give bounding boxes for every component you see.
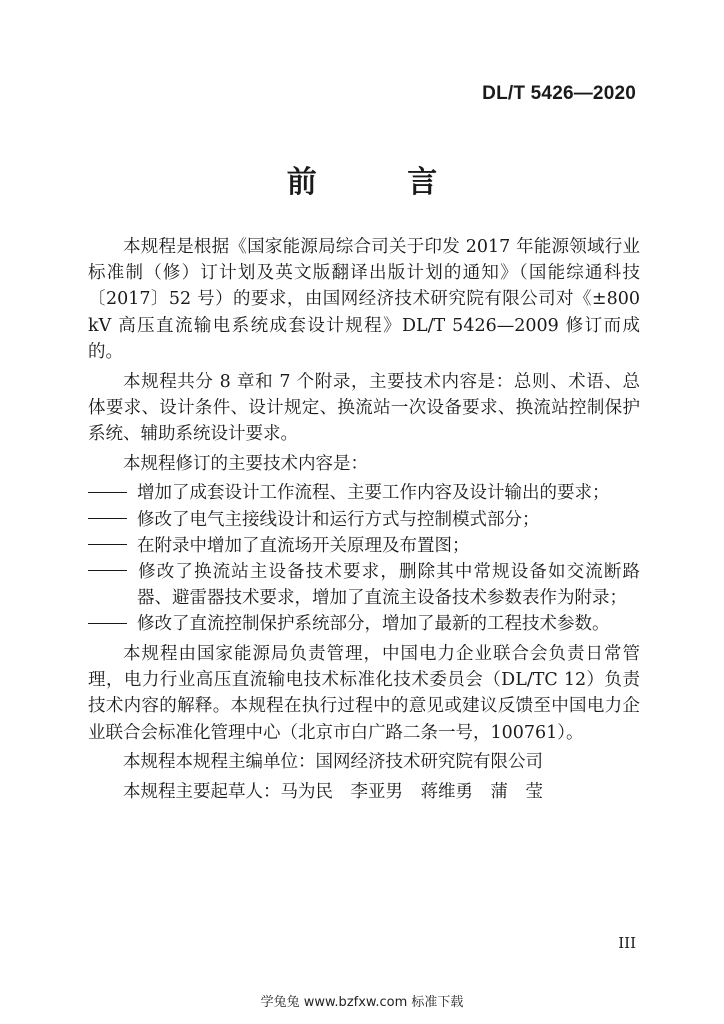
revision-item (88, 507, 640, 533)
standard-code: DL/T 5426—2020 (482, 83, 636, 104)
page-title: 前 言 (286, 165, 478, 200)
paragraph-basis: 本规程是根据《国家能源局综合司关于印发 2017 年能源领域行业标准制（修）订计划及英文版翻译出版计划的通知》（国能综通科技〔2017〕52 号）的要求，由国网经济技术研究院有限公司对《±800 kV 高压直流输电系统成套设计规程》DL/T 5426—2009 修订而成的。 (88, 237, 640, 362)
revision-text: 修改了电气主接线设计和运行方式与控制模式部分； (137, 509, 540, 530)
em-dash-mark (88, 544, 127, 545)
watermark-footer: 学兔兔 www.bzfxw.com 标准下载 (260, 995, 464, 1010)
paragraph-revisions-intro: 本规程修订的主要技术内容是： (123, 453, 368, 474)
revision-text: 增加了成套设计工作流程、主要工作内容及设计输出的要求； (137, 483, 610, 504)
em-dash-mark (88, 518, 127, 519)
revision-item (88, 611, 640, 637)
revision-list (88, 480, 640, 637)
chief-editing-unit: 本规程本规程主编单位：国网经济技术研究院有限公司 (123, 752, 543, 773)
page-number: III (618, 934, 636, 952)
paragraph-management: 本规程由国家能源局负责管理，中国电力企业联合会负责日常管理，电力行业高压直流输电技术标准化技术委员会（DL/TC 12）负责技术内容的解释。本规程在执行过程中的意见或建议反馈至中国电力企业联合会标准化管理中心（北京市白广路二条一号，100761）。 (88, 644, 640, 743)
main-drafters: 本规程主要起草人：马为民 李亚男 蒋维勇 蒲 莹 (123, 782, 543, 803)
revision-item (88, 559, 640, 611)
em-dash-mark (88, 570, 127, 571)
revision-text: 修改了换流站主设备技术要求，删除其中常规设备如交流断路器、避雷器技术要求，增加了直流主设备技术参数表作为附录； (137, 561, 640, 609)
preface-body (88, 234, 640, 809)
revision-text: 在附录中增加了直流场开关原理及布置图； (137, 535, 470, 556)
em-dash-mark (88, 623, 127, 624)
revision-item (88, 533, 640, 559)
revision-text: 修改了直流控制保护系统部分，增加了最新的工程技术参数。 (137, 614, 610, 635)
paragraph-contents: 本规程共分 8 章和 7 个附录，主要技术内容是：总则、术语、总体要求、设计条件、设计规定、换流站一次设备要求、换流站控制保护系统、辅助系统设计要求。 (88, 371, 640, 444)
em-dash-mark (88, 492, 127, 493)
revision-item (88, 480, 640, 506)
